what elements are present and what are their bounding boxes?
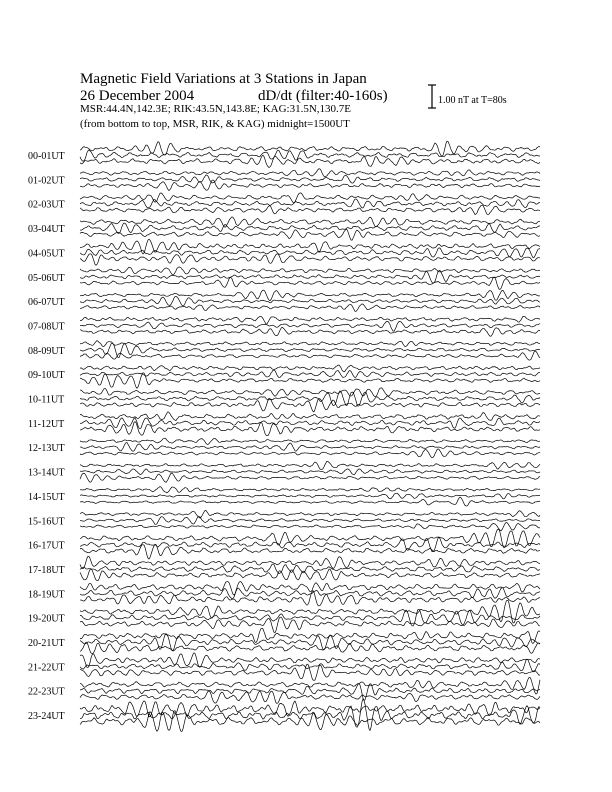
hour-label: 10-11UT bbox=[28, 394, 65, 406]
hour-label: 01-02UT bbox=[28, 175, 65, 187]
chart-title: Magnetic Field Variations at 3 Stations in Japan bbox=[80, 71, 367, 87]
hour-label: 22-23UT bbox=[28, 686, 65, 698]
hour-label: 12-13UT bbox=[28, 443, 65, 455]
trace-rik bbox=[80, 370, 540, 378]
trace-msr bbox=[80, 205, 540, 214]
trace-rik bbox=[80, 321, 540, 331]
trace-kag bbox=[80, 510, 540, 518]
scale-bar bbox=[428, 85, 436, 108]
trace-msr bbox=[80, 497, 540, 506]
trace-msr bbox=[80, 449, 540, 458]
hour-label: 14-15UT bbox=[28, 491, 65, 503]
trace-kag bbox=[80, 487, 540, 493]
trace-kag bbox=[80, 341, 540, 347]
hour-label: 08-09UT bbox=[28, 345, 65, 357]
trace-rik bbox=[80, 469, 540, 475]
trace-msr bbox=[80, 229, 540, 240]
station-coordinates: MSR:44.4N,142.3E; RIK:43.5N,143.8E; KAG:31.5N,130.7E bbox=[80, 103, 352, 115]
hour-label: 21-22UT bbox=[28, 662, 65, 674]
trace-msr bbox=[80, 591, 540, 606]
hour-label: 20-21UT bbox=[28, 638, 65, 649]
trace-msr bbox=[80, 304, 540, 311]
hour-label: 06-07UT bbox=[28, 297, 65, 309]
trace-rik bbox=[80, 270, 540, 283]
trace-rik bbox=[80, 537, 540, 552]
trace-rik bbox=[80, 199, 540, 208]
hour-label: 18-19UT bbox=[28, 589, 65, 601]
trace-msr bbox=[80, 473, 540, 482]
trace-msr bbox=[80, 544, 540, 559]
trace-rik bbox=[80, 418, 540, 429]
trace-rik bbox=[80, 223, 540, 233]
hour-label: 17-18UT bbox=[28, 564, 65, 576]
chart-quantity-filter: dD/dt (filter:40-160s) bbox=[258, 88, 388, 104]
hour-label: 04-05UT bbox=[28, 248, 65, 260]
hour-label: 07-08UT bbox=[28, 321, 65, 333]
trace-msr bbox=[80, 691, 540, 703]
trace-kag bbox=[80, 438, 540, 444]
hour-label: 00-01UT bbox=[28, 151, 65, 162]
chart-date: 26 December 2004 bbox=[80, 88, 195, 104]
trace-kag bbox=[80, 267, 540, 275]
trace-order-note: (from bottom to top, MSR, RIK, & KAG) midnight=1500UT bbox=[80, 118, 350, 130]
hour-label: 19-20UT bbox=[28, 613, 65, 625]
hour-label: 13-14UT bbox=[28, 467, 65, 479]
trace-kag bbox=[80, 239, 540, 254]
trace-rik bbox=[80, 443, 540, 452]
hour-label: 03-04UT bbox=[28, 224, 65, 236]
hour-label: 09-10UT bbox=[28, 370, 65, 382]
trace-msr bbox=[80, 523, 540, 531]
trace-msr bbox=[80, 254, 540, 265]
trace-rik bbox=[80, 343, 540, 357]
trace-kag bbox=[80, 169, 540, 177]
hour-label: 05-06UT bbox=[28, 272, 65, 284]
trace-kag bbox=[80, 529, 540, 547]
trace-msr bbox=[80, 180, 540, 191]
scale-bar-label: 1.00 nT at T=80s bbox=[438, 95, 507, 106]
trace-kag bbox=[80, 388, 540, 397]
hour-label: 02-03UT bbox=[28, 199, 65, 211]
trace-kag bbox=[80, 290, 540, 301]
trace-rik bbox=[80, 296, 540, 306]
trace-rik bbox=[80, 493, 540, 499]
hour-label: 16-17UT bbox=[28, 540, 65, 552]
trace-kag bbox=[80, 461, 540, 469]
trace-kag bbox=[80, 217, 540, 227]
trace-kag bbox=[80, 582, 540, 596]
hour-label: 11-12UT bbox=[28, 418, 65, 430]
trace-rik bbox=[80, 150, 540, 161]
trace-msr bbox=[80, 327, 540, 336]
trace-kag bbox=[80, 193, 540, 203]
trace-msr bbox=[80, 373, 540, 388]
trace-rik bbox=[80, 175, 540, 183]
trace-kag bbox=[80, 556, 540, 568]
trace-msr bbox=[80, 422, 540, 436]
hour-label: 23-24UT bbox=[28, 711, 65, 723]
hour-label: 15-16UT bbox=[28, 516, 65, 528]
trace-msr bbox=[80, 351, 540, 360]
trace-kag bbox=[80, 412, 540, 421]
trace-kag bbox=[80, 628, 540, 643]
trace-rik bbox=[80, 517, 540, 525]
trace-rik bbox=[80, 248, 540, 258]
trace-kag bbox=[80, 365, 540, 372]
trace-kag bbox=[80, 653, 540, 668]
